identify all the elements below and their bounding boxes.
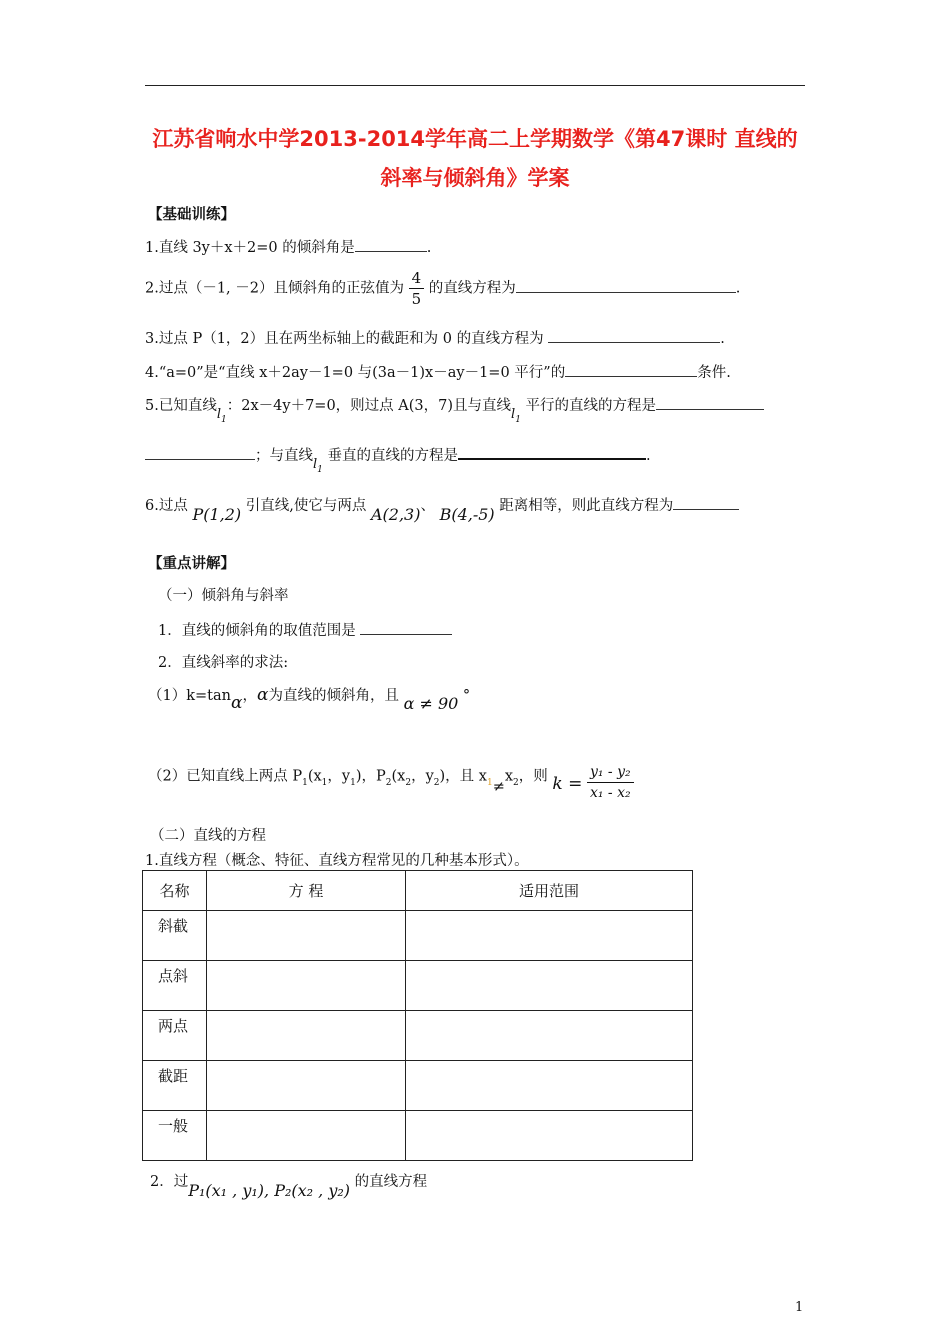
table-cell (406, 1111, 693, 1161)
line-equation-table (142, 870, 693, 1161)
question-3: 3.过点 P（1，2）且在两坐标轴上的截距和为 0 的直线方程为 . (145, 327, 725, 348)
subsection-1: （一）倾斜角与斜率 (158, 588, 289, 604)
table-cell (406, 911, 693, 961)
table-row (143, 1061, 693, 1111)
table-cell-name: 斜截 (143, 911, 207, 961)
table-header-cell: 方 程 (207, 871, 406, 911)
table-cell-name: 截距 (143, 1061, 207, 1111)
table-cell (406, 1061, 693, 1111)
page-number: 1 (795, 1300, 804, 1315)
table-row (143, 1111, 693, 1161)
fraction-4-5: $\frac{4}{5}$ (409, 268, 425, 309)
table-cell (406, 961, 693, 1011)
table-cell-name: 点斜 (143, 961, 207, 1011)
table-row (143, 961, 693, 1011)
question-4: 4.“a=0”是“直线 x＋2ay－1=0 与(3a－1)x－ay－1=0 平行”的 条件. (145, 361, 731, 382)
table-cell (207, 911, 406, 961)
point-2-2: （2）已知直线上两点 $P_1(x_1$，$y_1$)，$P_2(x_2$，$y_2$)，且 $x_1\ne x_2$，则 k = $\frac{\text{y₁ - y₂}}{\text{x₁ - x₂}}$ (148, 756, 634, 797)
table-cell-name: 两点 (143, 1011, 207, 1061)
slope-fraction: $\frac{\text{y₁ - y₂}}{\text{x₁ - x₂}}$ (587, 762, 634, 803)
point-1: 1．直线的倾斜角的取值范围是 (158, 619, 452, 640)
point-2: 2．直线斜率的求法: (158, 655, 289, 671)
title-line-2: 斜率与倾斜角》学案 (380, 166, 570, 190)
key-heading: 【重点讲解】 (148, 556, 235, 572)
table-row (143, 1011, 693, 1061)
question-5-line-1: 5.已知直线$l_1$：2x－4y＋7=0，则过点 A(3，7)且与直线$l_1$ 平行的直线的方程是 (145, 394, 764, 415)
table-cell (207, 1011, 406, 1061)
title-line-1: 江苏省响水中学2013-2014学年高二上学期数学《第47课时 直线的 (152, 127, 798, 151)
question-1: 1.直线 3y＋x＋2=0 的倾斜角是 . (145, 236, 431, 257)
table-header-cell: 名称 (143, 871, 207, 911)
question-2: 2.过点（－1, －2）且倾斜角的正弦值为 $\frac{4}{5}$ 的直线方程为 . (145, 269, 741, 308)
table-cell (207, 961, 406, 1011)
top-rule (145, 85, 805, 86)
basic-heading: 【基础训练】 (148, 207, 235, 223)
table-cell (406, 1011, 693, 1061)
table-cell-name: 一般 (143, 1111, 207, 1161)
subsection-2: （二）直线的方程 (150, 828, 266, 844)
table-cell (207, 1061, 406, 1111)
table-row (143, 911, 693, 961)
question-6: 6.过点 P(1,2) 引直线,使它与两点 A(2,3)、 B(4,-5) 距离相等，则此直线方程为 (145, 494, 739, 515)
table-cell (207, 1111, 406, 1161)
point-2-1: （1）k=tanα，α为直线的倾斜角，且 α ≠ 90 ° (148, 685, 471, 713)
point-3: 1.直线方程（概念、特征、直线方程常见的几种基本形式）。 (145, 853, 529, 869)
question-5-line-2: ；与直线$l_1$ 垂直的直线的方程是 . (145, 444, 651, 465)
table-header-row (143, 871, 693, 911)
table-header-cell: 适用范围 (406, 871, 693, 911)
point-4: 2．过P₁(x₁ , y₁), P₂(x₂ , y₂) 的直线方程 (150, 1174, 428, 1200)
